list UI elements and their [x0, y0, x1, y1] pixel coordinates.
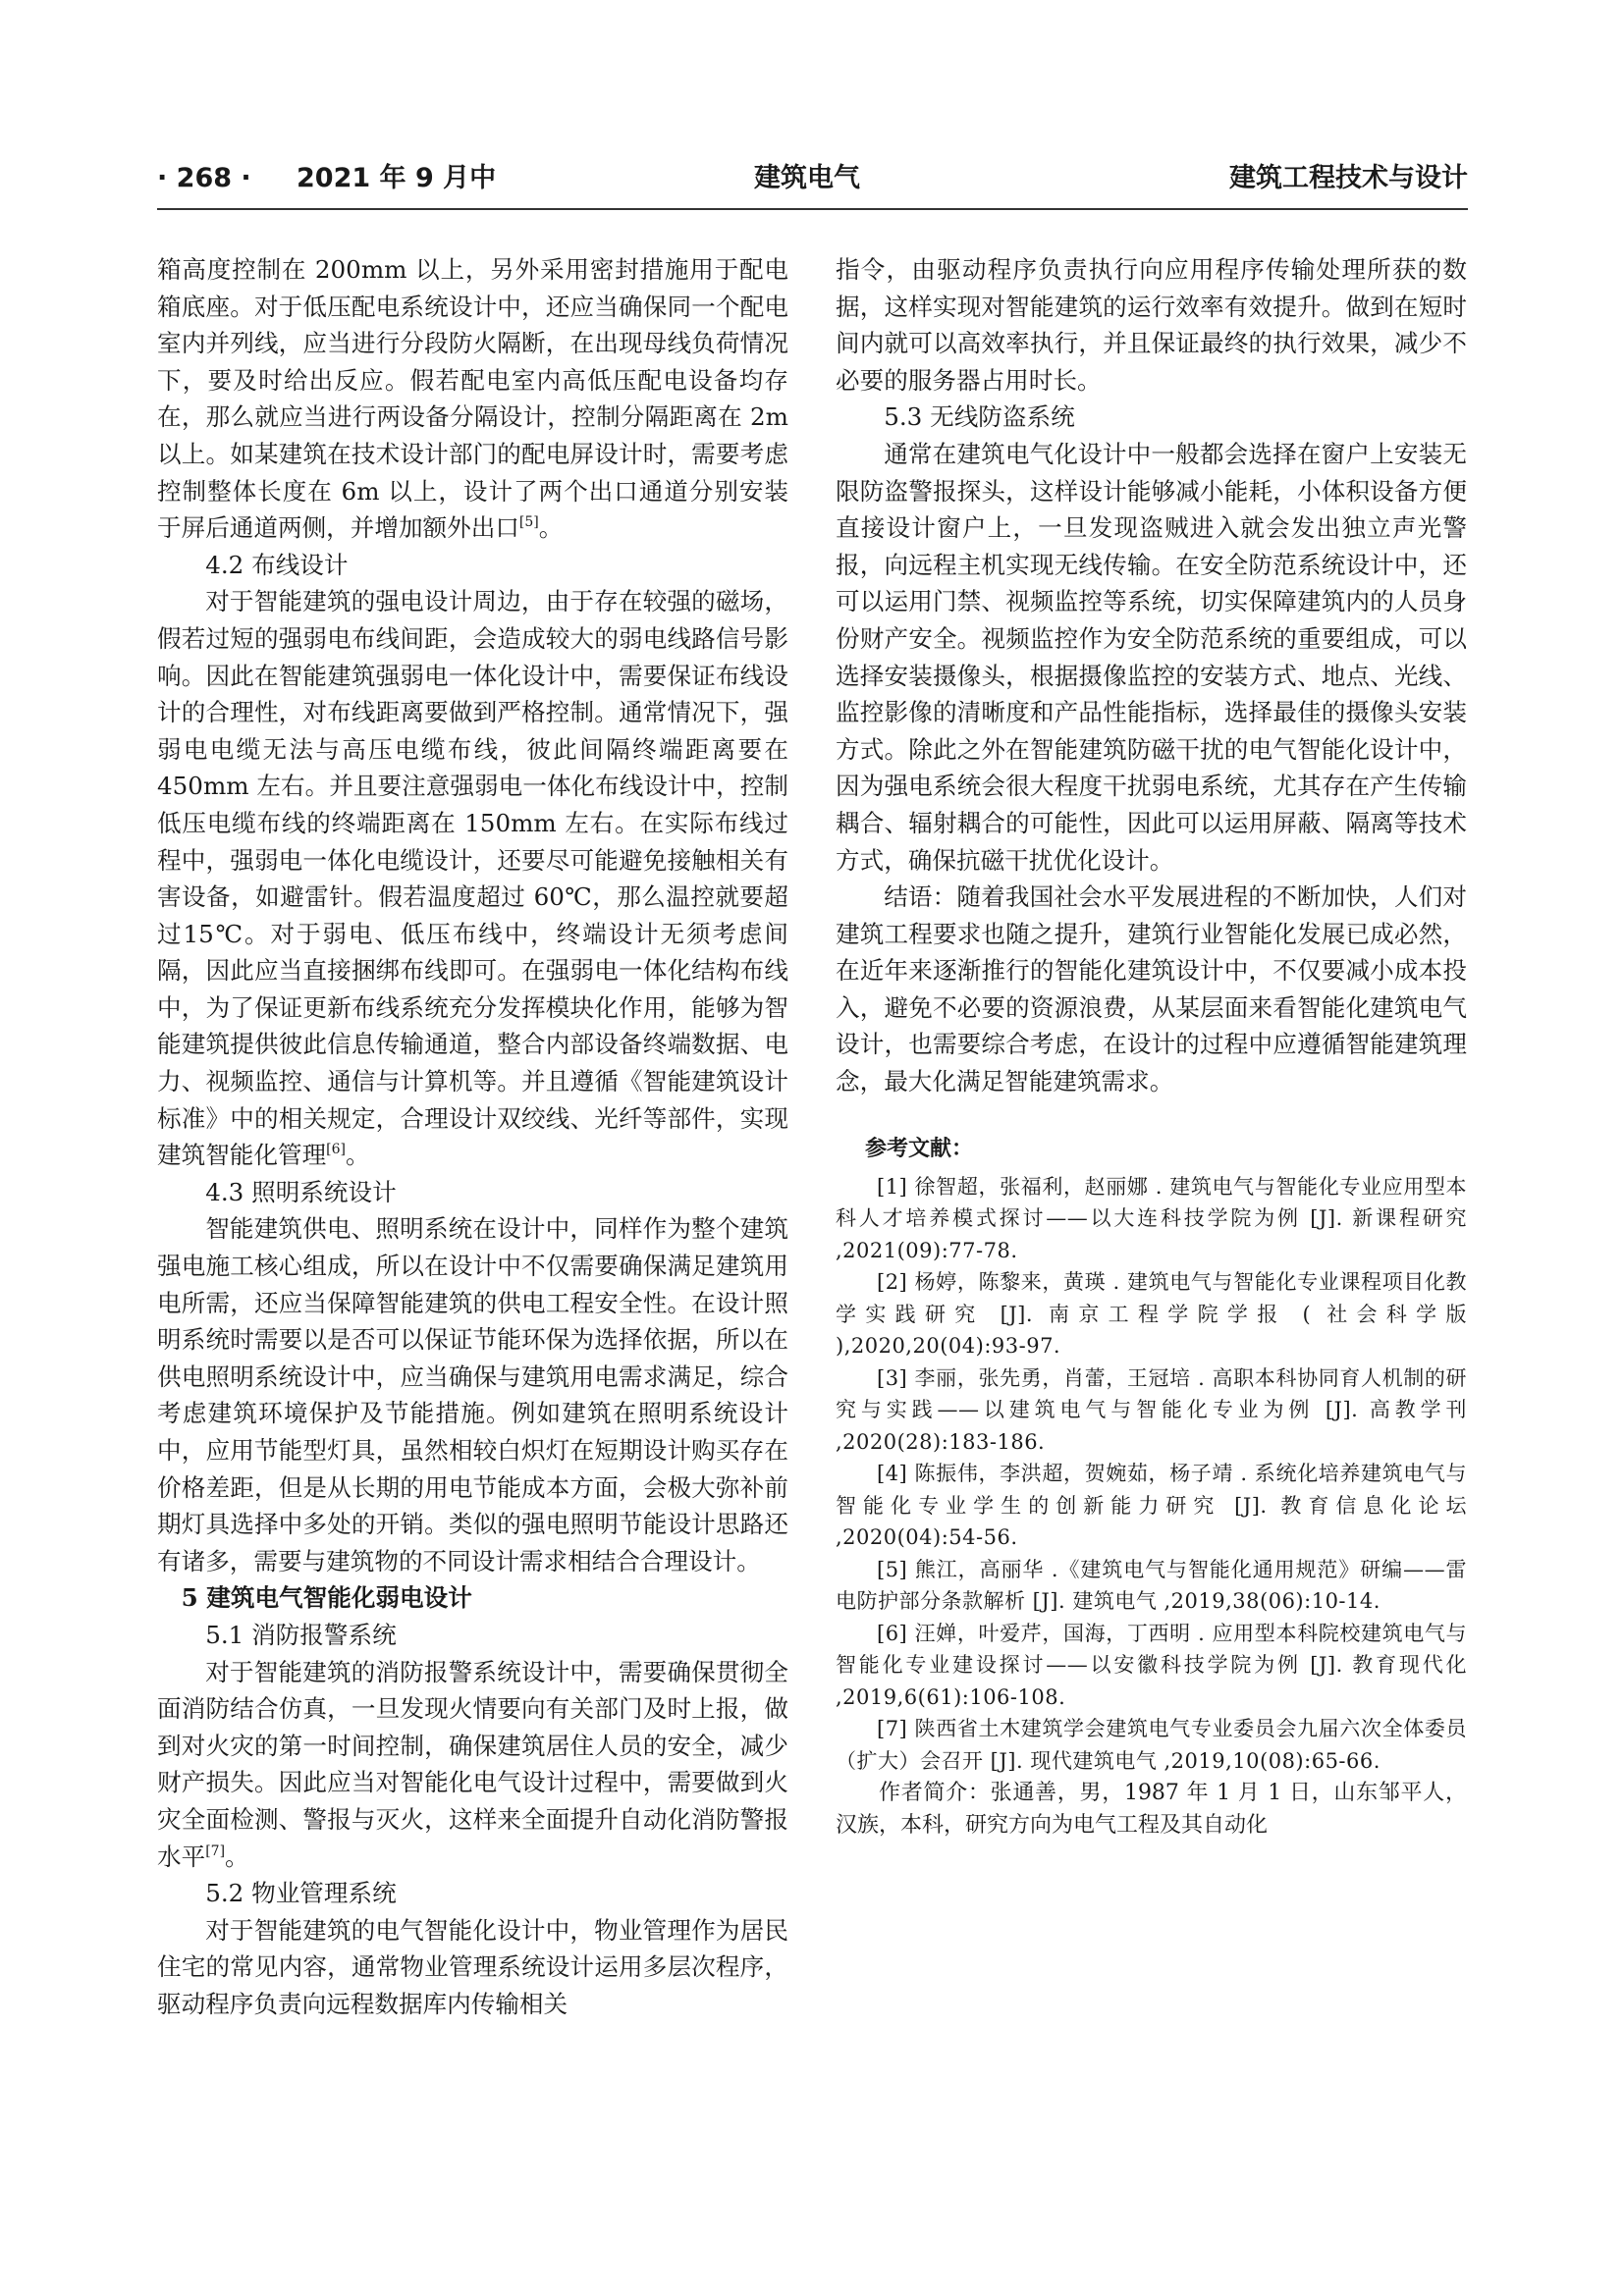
left-column [157, 251, 788, 2023]
reference-item: [5] 熊江，高丽华 .《建筑电气与智能化通用规范》研编——雷电防护部分条款解析 [J]. 建筑电气 ,2019,38(06):10-14. [836, 1557, 1467, 1614]
paragraph: 通常在建筑电气化设计中一般都会选择在窗户上安装无限防盗警报探头，这样设计能够减小能耗，小体积设备方便直接设计窗户上，一旦发现盗贼进入就会发出独立声光警报，向远程主机实现无线传输。在安全防范系统设计中，还可以运用门禁、视频监控等系统，切实保障建筑内的人员身份财产安全。视频监控作为安全防范系统的重要组成，可以选择安装摄像头，根据摄像监控的安装方式、地点、光线、监控影像的清晰度和产品性能指标，选择最佳的摄像头安装方式。除此之外在智能建筑防磁干扰的电气智能化设计中，因为强电系统会很大程度干扰弱电系统，尤其存在产生传输耦合、辐射耦合的可能性，因此可以运用屏蔽、隔离等技术方式，确保抗磁干扰优化设计。 [836, 439, 1467, 875]
reference-item: [6] 汪婵，叶爱芹，国海，丁西明 . 应用型本科院校建筑电气与智能化专业建设探讨——以安徽科技学院为例 [J]. 教育现代化 ,2019,6(61):106-108. [836, 1621, 1467, 1709]
section-heading: 5.3 无线防盗系统 [884, 402, 1075, 432]
paragraph: 箱高度控制在 200mm 以上，另外采用密封措施用于配电箱底座。对于低压配电系统设计中，还应当确保同一个配电室内并列线，应当进行分段防火隔断，在出现母线负荷情况下，要及时给出反应。假若配电室内高低压配电设备均存在，那么就应当进行两设备分隔设计，控制分隔距离在 2m 以上。如某建筑在技术设计部门的配电屏设计时，需要考虑控制整体长度在 6m 以上，设计了两个出口通道分别安装于屏后通道两侧，并增加额外出口[5]。 [157, 255, 788, 543]
page-number: · 268 · [157, 163, 251, 193]
section-heading: 4.2 布线设计 [205, 550, 349, 579]
header-rule [157, 208, 1468, 210]
reference-item: [3] 李丽，张先勇，肖蕾，王冠培 . 高职本科协同育人机制的研究与实践——以建筑电气与智能化专业为例 [J]. 高教学刊 ,2020(28):183-186. [836, 1365, 1467, 1454]
references [836, 1132, 1467, 1778]
section-heading: 5.2 物业管理系统 [205, 1879, 397, 1908]
author-bio: 作者简介：张通善，男，1987 年 1 月 1 日，山东邹平人，汉族，本科，研究方向为电气工程及其自动化 [836, 1781, 1467, 1839]
citation: [5] [518, 514, 539, 531]
paragraph: 对于智能建筑的电气智能化设计中，物业管理作为居民住宅的常见内容，通常物业管理系统设计运用多层次程序，驱动程序负责向远程数据库内传输相关 [157, 1915, 788, 2018]
citation: [7] [205, 1842, 226, 1859]
reference-item: [7] 陕西省土木建筑学会建筑电气专业委员会九届六次全体委员（扩大）会召开 [J]. 现代建筑电气 ,2019,10(08):65-66. [836, 1717, 1467, 1773]
reference-item: [1] 徐智超，张福利，赵丽娜 . 建筑电气与智能化专业应用型本科人才培养模式探讨——以大连科技学院为例 [J]. 新课程研究 ,2021(09):77-78. [836, 1174, 1467, 1262]
section-heading: 4.3 照明系统设计 [205, 1177, 397, 1206]
citation: [6] [326, 1142, 347, 1158]
right-column [836, 251, 1467, 1842]
paragraph: 对于智能建筑的强电设计周边，由于存在较强的磁场，假若过短的强弱电布线间距，会造成较大的弱电线路信号影响。因此在智能建筑强弱电一体化设计中，需要保证布线设计的合理性，对布线距离要做到严格控制。通常情况下，强弱电电缆无法与高压电缆布线，彼此间隔终端距离要在 450mm 左右。并且要注意强弱电一体化布线设计中，控制低压电缆布线的终端距离在 150mm 左右。在实际布线过程中，强弱电一体化电缆设计，还要尽可能避免接触相关有害设备，如避雷针。假若温度超过 60℃，那么温控就要超过15℃。对于弱电、低压布线中，终端设计无须考虑间隔，因此应当直接捆绑布线即可。在强弱电一体化结构布线中，为了保证更新布线系统充分发挥模块化作用，能够为智能建筑提供彼此信息传输通道，整合内部设备终端数据、电力、视频监控、通信与计算机等。并且遵循《智能建筑设计标准》中的相关规定，合理设计双绞线、光纤等部件，实现建筑智能化管理[6]。 [157, 587, 788, 1170]
reference-item: [4] 陈振伟，李洪超，贺婉茹，杨子靖 . 系统化培养建筑电气与智能化专业学生的创新能力研究 [J]. 教育信息化论坛 ,2020(04):54-56. [836, 1462, 1467, 1550]
paragraph: 指令，由驱动程序负责执行向应用程序传输处理所获的数据，这样实现对智能建筑的运行效率有效提升。做到在短时间内就可以高效率执行，并且保证最终的执行效果，减少不必要的服务器占用时长。 [836, 255, 1467, 395]
references-title: 参考文献： [865, 1136, 974, 1161]
issue-date: 2021 年 9 月中 [297, 163, 497, 193]
paragraph: 智能建筑供电、照明系统在设计中，同样作为整个建筑强电施工核心组成，所以在设计中不仅需要确保满足建筑用电所需，还应当保障智能建筑的供电工程安全性。在设计照明系统时需要以是否可以保证节能环保为选择依据，所以在供电照明系统设计中，应当确保与建筑用电需求满足，综合考虑建筑环境保护及节能措施。例如建筑在照明系统设计中，应用节能型灯具，虽然相较白炽灯在短期设计购买存在价格差距，但是从长期的用电节能成本方面，会极大弥补前期灯具选择中多处的开销。类似的强电照明节能设计思路还有诸多，需要与建筑物的不同设计需求相结合合理设计。 [157, 1214, 788, 1575]
reference-item: [2] 杨婷，陈黎来，黄瑛 . 建筑电气与智能化专业课程项目化教学实践研究 [J]. 南京工程学院学报 ( 社会科学版 ),2020,20(04):93-97. [836, 1270, 1467, 1359]
section-name: 建筑工程技术与设计 [1229, 163, 1468, 193]
journal-name: 建筑电气 [754, 163, 860, 193]
section-heading: 5.1 消防报警系统 [205, 1620, 397, 1649]
conclusion-paragraph: 结语：随着我国社会水平发展进程的不断加快，人们对建筑工程要求也随之提升，建筑行业智能化发展已成必然，在近年来逐渐推行的智能化建筑设计中，不仅要减小成本投入，避免不必要的资源浪费，从某层面来看智能化建筑电气设计，也需要综合考虑，在设计的过程中应遵循智能建筑理念，最大化满足智能建筑需求。 [836, 882, 1467, 1096]
chapter-heading: 5 建筑电气智能化弱电设计 [181, 1583, 472, 1613]
paragraph: 对于智能建筑的消防报警系统设计中，需要确保贯彻全面消防结合仿真，一旦发现火情要向有关部门及时上报，做到对火灾的第一时间控制，确保建筑居住人员的安全，减少财产损失。因此应当对智能化电气设计过程中，需要做到火灾全面检测、警报与灭火，这样来全面提升自动化消防警报水平[7]。 [157, 1657, 788, 1871]
running-header [157, 159, 1468, 198]
